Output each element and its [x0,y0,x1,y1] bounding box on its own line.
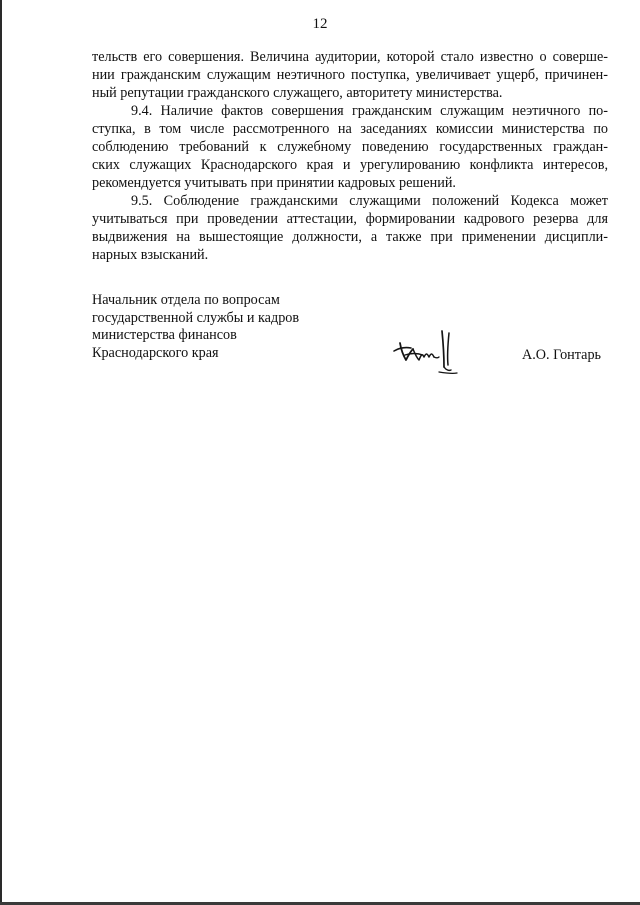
signatory-position-line: министерства финансов [92,327,237,343]
signatory-position-line: Краснодарского края [92,344,219,361]
signatory-position-line: Начальник отдела по вопросам [92,292,280,308]
body-line: выдвижения на вышестоящие должности, а также при применении дисципли- [92,229,608,245]
body-line: учитываться при проведении аттестации, формировании кадрового резерва для [92,211,608,227]
paragraph-9-4-start: 9.4. Наличие фактов совершения гражданским служащим неэтичного по- [131,103,608,119]
page-number: 12 [312,16,328,32]
body-line: тельств его совершения. Величина аудитории, которой стало известно о соверше- [92,49,608,65]
body-line: нии гражданским служащим неэтичного поступка, увеличивает ущерб, причинен- [92,67,608,83]
paragraph-9-5-start: 9.5. Соблюдение гражданскими служащими положений Кодекса может [131,193,608,209]
body-line: ступка, в том числе рассмотренного на заседаниях комиссии министерства по [92,121,608,137]
signatory-position-line: государственной службы и кадров [92,309,300,326]
body-line: нарных взысканий. [92,247,209,263]
body-line: ских служащих Краснодарского края и урегулированию конфликта интересов, [92,157,608,173]
signer-name: А.О. Гонтарь [522,347,602,363]
body-line: соблюдению требований к служебному поведению государственных граждан- [92,139,608,155]
body-line: рекомендуется учитывать при принятии кадровых решений. [92,175,456,191]
handwritten-signature [391,327,461,377]
signatory-position [92,292,299,362]
scan-edge-left [0,0,2,905]
body-line: ный репутации гражданского служащего, авторитету министерства. [92,85,503,101]
